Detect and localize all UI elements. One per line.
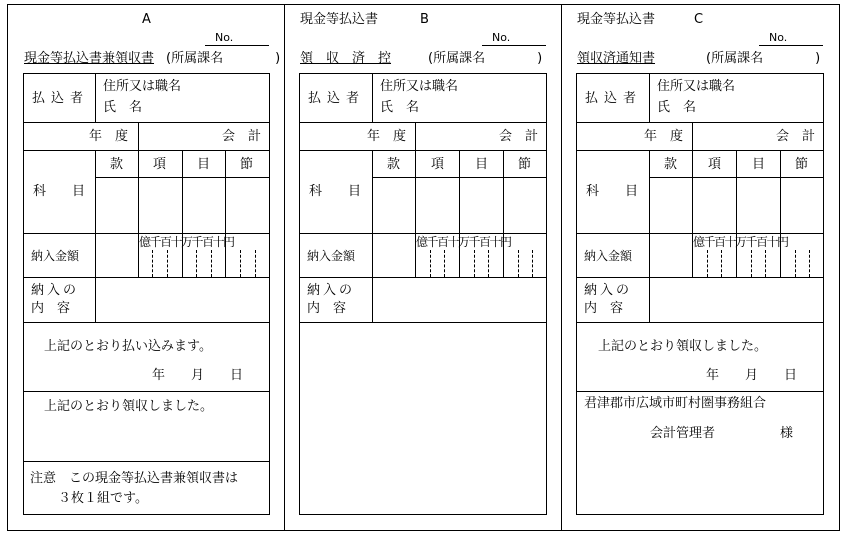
subject-label: 科 目 [309,184,362,199]
form-title: 領収済通知書 [577,51,656,66]
amount-label: 納入金額 [31,249,80,263]
amount-digits: 億千百十万千百十円 [139,235,234,249]
row-line [576,150,824,151]
payer-label: 払込者 [32,91,90,106]
digit-dash [444,250,445,277]
row-line [23,277,270,278]
col-line [649,277,650,322]
received-date: 年 月 日 [706,368,798,383]
digit-dash [211,250,212,277]
kou-header: 項 [431,157,445,172]
account-label: 会 計 [499,129,539,144]
content-label-1: 納入の [307,283,356,298]
dept-label: (所属課名 ) [428,51,543,66]
col-line [415,150,416,277]
form-title-top: 現金等払込書 [577,12,656,27]
payer-label: 払込者 [585,91,643,106]
digit-dash [765,250,766,277]
form-title-top: 現金等払込書 [300,12,379,27]
received-text: 上記のとおり領収しました。 [44,399,214,414]
digit-dash [795,250,796,277]
subject-label: 科 目 [586,184,639,199]
col-line [415,122,416,150]
digit-dash [255,250,256,277]
name-label: 氏 名 [103,100,143,115]
col-line [649,73,650,122]
content-label-2: 内 容 [31,301,71,316]
amount-digits: 億千百十万千百十円 [416,235,511,249]
manager-line: 会計管理者 様 [650,426,794,441]
col-line [182,150,183,277]
col-line [95,73,96,122]
form-title: 領 収 済 控 [300,51,392,66]
setsu-header: 節 [518,157,532,172]
digit-dash [167,250,168,277]
row-line [299,322,547,323]
digit-dash [430,250,431,277]
number-underline [482,45,546,46]
account-label: 会 計 [222,129,262,144]
content-label-2: 内 容 [307,301,347,316]
col-line [736,150,737,277]
setsu-header: 節 [795,157,809,172]
row-line [299,277,547,278]
col-line [95,150,96,277]
address-label: 住所又は職名 [103,79,182,94]
column-divider [284,4,285,531]
row-line [299,150,547,151]
row-line [299,122,547,123]
address-label: 住所又は職名 [657,79,736,94]
fiscal-year-label: 年 度 [644,129,684,144]
number-label: No. [215,31,234,44]
digit-dash [152,250,153,277]
row-line [23,391,270,392]
number-underline [205,45,269,46]
col-line [138,150,139,277]
content-label-2: 内 容 [584,301,624,316]
subject-label: 科 目 [33,184,86,199]
row-line [23,150,270,151]
digit-dash [707,250,708,277]
col-line [649,150,650,277]
row-line [576,122,824,123]
moku-header: 目 [475,157,489,172]
paid-text: 上記のとおり払い込みます。 [44,339,212,354]
digit-dash [721,250,722,277]
digit-dash [240,250,241,277]
col-line [372,277,373,322]
dept-label: (所属課名 ) [706,51,821,66]
content-label-1: 納入の [31,283,80,298]
row-line [23,461,270,462]
name-label: 氏 名 [657,100,697,115]
row-line [23,322,270,323]
col-line [692,150,693,277]
paid-date: 年 月 日 [152,368,244,383]
row-line [576,277,824,278]
row-line [23,122,270,123]
amount-label: 納入金額 [307,249,356,263]
kou-header: 項 [153,157,167,172]
kou-header: 項 [708,157,722,172]
row-line [299,233,547,234]
row-line [576,233,824,234]
fiscal-year-label: 年 度 [89,129,129,144]
col-line [372,150,373,277]
received-text: 上記のとおり領収しました。 [598,339,768,354]
amount-digits: 億千百十万千百十円 [693,235,788,249]
amount-label: 納入金額 [584,249,633,263]
col-line [780,150,781,277]
column-divider [561,4,562,531]
digit-dash [518,250,519,277]
number-underline [759,45,823,46]
row-line [23,233,270,234]
col-line [138,122,139,150]
setsu-header: 節 [240,157,254,172]
row-line [576,391,824,392]
content-label-1: 納入の [584,283,633,298]
col-line [225,150,226,277]
note-line-1: 注意 この現金等払込書兼領収書は [30,471,239,486]
col-line [372,73,373,122]
form-letter: C [694,12,704,27]
number-label: No. [769,31,788,44]
name-label: 氏 名 [380,100,420,115]
kan-header: 款 [664,157,678,172]
organization-name: 君津郡市広域市町村圏事務組合 [584,396,767,411]
col-line [692,122,693,150]
note-line-2: ３枚１組です。 [58,491,148,506]
moku-header: 目 [197,157,211,172]
form-letter: A [142,12,151,27]
row-line [576,322,824,323]
form-letter: B [420,12,429,27]
dept-label: (所属課名 ) [166,51,281,66]
number-label: No. [492,31,511,44]
form-title: 現金等払込書兼領収書 [24,51,155,66]
kan-header: 款 [110,157,124,172]
digit-dash [196,250,197,277]
kan-header: 款 [387,157,401,172]
digit-dash [751,250,752,277]
digit-dash [809,250,810,277]
col-line [503,150,504,277]
col-line [459,150,460,277]
col-line [95,277,96,322]
digit-dash [474,250,475,277]
digit-dash [532,250,533,277]
digit-dash [488,250,489,277]
fiscal-year-label: 年 度 [367,129,407,144]
moku-header: 目 [752,157,766,172]
account-label: 会 計 [776,129,816,144]
address-label: 住所又は職名 [380,79,459,94]
payer-label: 払込者 [308,91,366,106]
